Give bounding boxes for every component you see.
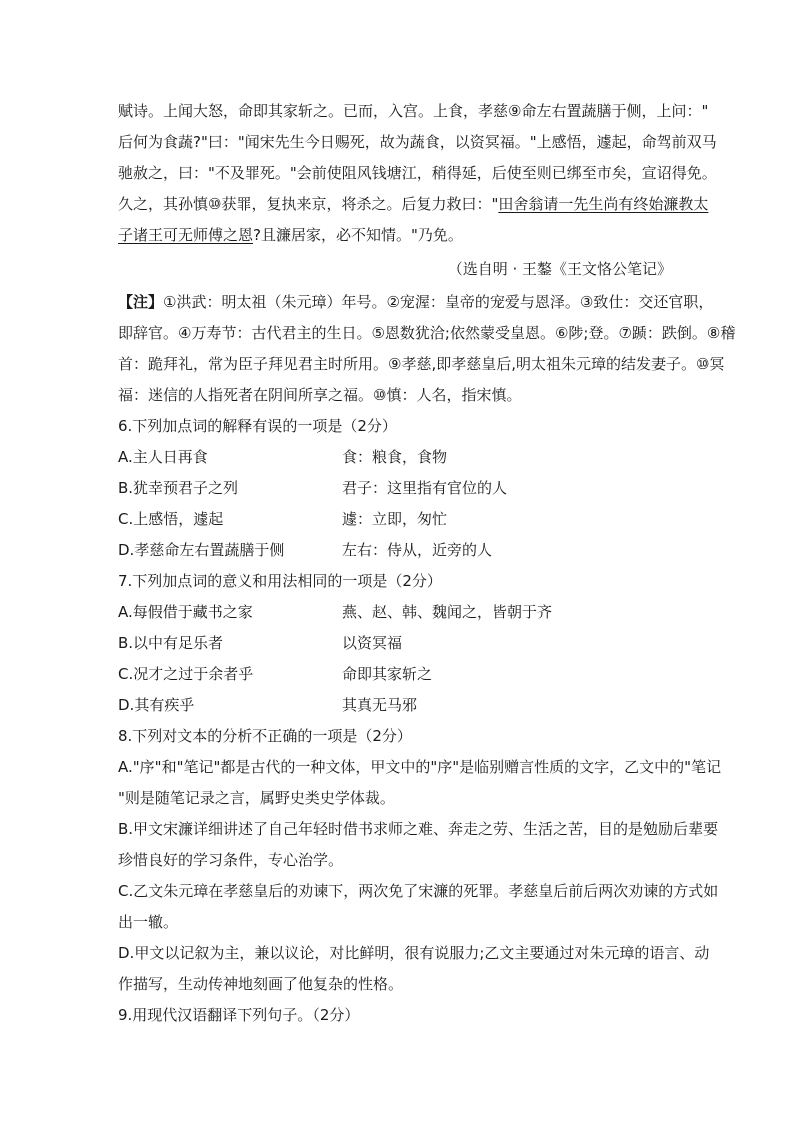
q6-stem: 6.下列加点词的解释有误的一项是（2分） <box>118 417 397 435</box>
passage-line-3: 驰赦之，曰："不及罪死。"会前使阻风钱塘江，稍得延，后使至则已绑至市矣，宣诏得免。 <box>118 164 717 182</box>
q7-option-d-left: D.其有疾乎 <box>118 696 195 714</box>
q7-stem: 7.下列加点词的意义和用法相同的一项是（2分） <box>118 572 442 590</box>
q6-option-d-left: D.孝慈命左右置蔬膳于侧 <box>118 541 285 559</box>
passage-line-1: 赋诗。上闻大怒，命即其家斩之。已而，入宫。上食，孝慈⑨命左右置蔬膳于侧，上问：" <box>118 102 709 120</box>
passage-line-5 <box>118 225 463 245</box>
q8-option-b-line-1: B.甲文宋濂详细讲述了自己年轻时借书求师之难、奔走之劳、生活之苦，目的是勉励后辈要 <box>118 820 719 838</box>
q6-option-b-right: 君子：这里指有官位的人 <box>342 479 508 497</box>
q6-option-d-right: 左右：侍从，近旁的人 <box>342 541 493 559</box>
q7-option-b-left: B.以中有足乐者 <box>118 634 224 652</box>
underlined-sentence-part-1: 田舍翁请一先生尚有终始濂教太 <box>498 195 709 213</box>
underlined-sentence-part-2: 子诸王可无师傅之恩 <box>118 226 254 244</box>
notes-line-4: 福：迷信的人指死者在阴间所享之福。⑩慎：人名，指宋慎。 <box>118 386 522 404</box>
q6-option-a-left: A.主人日再食 <box>118 448 208 466</box>
q9-stem: 9.用现代汉语翻译下列句子。（2分） <box>118 1006 360 1024</box>
q8-option-a-line-1: A."序"和"笔记"都是古代的一种文体，甲文中的"序"是临别赠言性质的文字，乙文中的"笔记 <box>118 758 722 776</box>
notes-line-2: 即辞官。④万寿节：古代君主的生日。⑤恩数犹洽;依然蒙受皇恩。⑥陟;登。⑦踬：跌倒。⑧稽 <box>118 324 736 342</box>
passage-line-4 <box>118 194 708 214</box>
q7-option-b-right: 以资冥福 <box>342 634 403 652</box>
q7-option-c-right: 命即其家斩之 <box>342 665 433 683</box>
q6-option-c-right: 遽：立即，匆忙 <box>342 510 448 528</box>
q8-stem: 8.下列对文本的分析不正确的一项是（2分） <box>118 727 412 745</box>
q6-option-a-right: 食：粮食，食物 <box>342 448 448 466</box>
q7-option-a-left: A.每假借于藏书之家 <box>118 603 253 621</box>
source-citation: （选自明 · 王鏊《王文恪公笔记》 <box>447 260 672 278</box>
notes-label: 【注】 <box>118 293 164 311</box>
notes-line-1 <box>118 292 713 312</box>
q6-option-c-left: C.上感悟，遽起 <box>118 510 224 528</box>
q7-option-a-right: 燕、赵、韩、魏闻之，皆朝于齐 <box>342 603 553 621</box>
q6-option-b-left: B.犹幸预君子之列 <box>118 479 239 497</box>
notes-line-1-text: ①洪武：明太祖（朱元璋）年号。②宠渥：皇帝的宠爱与恩泽。③致仕：交还官职， <box>163 293 714 311</box>
q8-option-c-line-1: C.乙文朱元璋在孝慈皇后的劝谏下，两次免了宋濂的死罪。孝慈皇后前后两次劝谏的方式如 <box>118 882 719 900</box>
passage-line-2: 后何为食蔬?"曰："闻宋先生今日赐死，故为蔬食，以资冥福。"上感悟，遽起，命驾前双马 <box>118 133 717 151</box>
q8-option-b-line-2: 珍惜良好的学习条件，专心治学。 <box>118 851 344 869</box>
q8-option-d-line-2: 作描写，生动传神地刻画了他复杂的性格。 <box>118 975 404 993</box>
passage-line-4-text: 久之，其孙慎⑩获罪，复执来京，将杀之。后复力救曰：" <box>118 195 499 213</box>
notes-line-3: 首：跪拜礼，常为臣子拜见君主时所用。⑨孝慈,即孝慈皇后,明太祖朱元璋的结发妻子。⑩冥 <box>118 355 725 373</box>
q8-option-c-line-2: 出一辙。 <box>118 913 179 931</box>
q8-option-a-line-2: "则是随笔记录之言，属野史类史学体裁。 <box>118 789 395 807</box>
q8-option-d-line-1: D.甲文以记叙为主，兼以议论，对比鲜明，很有说服力;乙文主要通过对朱元璋的语言、动 <box>118 944 710 962</box>
q7-option-c-left: C.况才之过于余者乎 <box>118 665 254 683</box>
passage-line-5-text: ?且濂居家，必不知情。"乃免。 <box>253 226 463 244</box>
q7-option-d-right: 其真无马邪 <box>342 696 418 714</box>
